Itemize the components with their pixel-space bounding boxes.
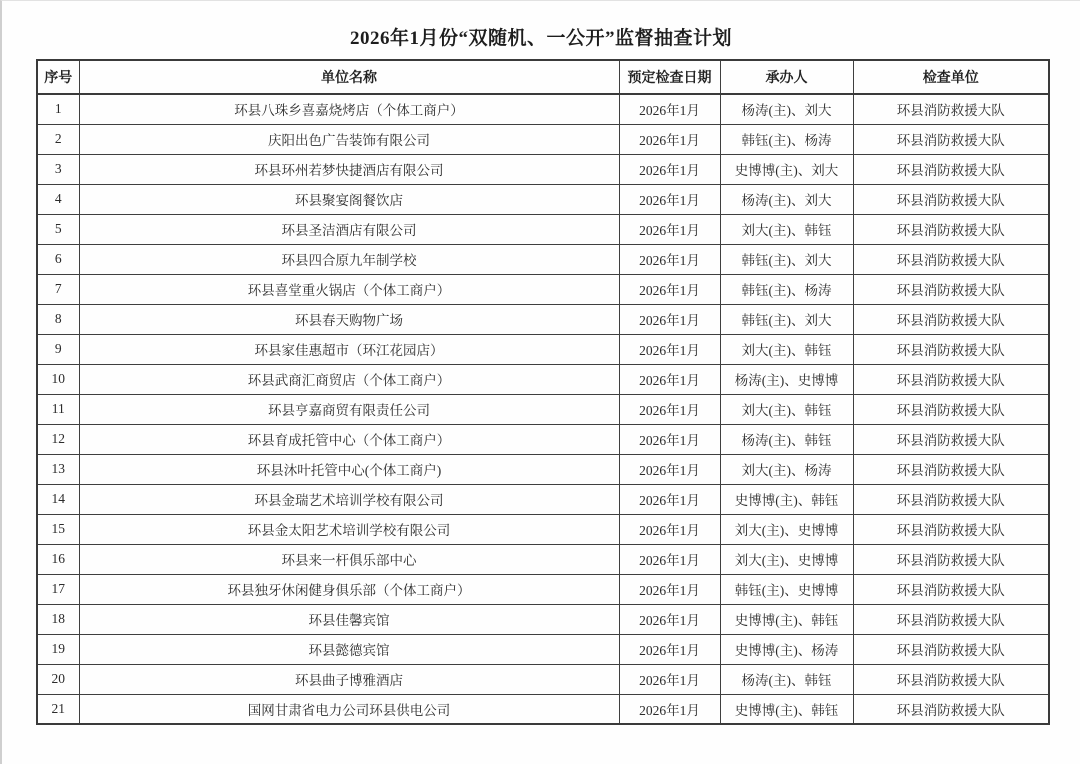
cell-scheduled_date: 2026年1月 <box>619 304 720 334</box>
inspection-plan-table <box>36 59 1050 725</box>
cell-unit_name: 环县圣洁酒店有限公司 <box>79 214 619 244</box>
cell-index: 7 <box>37 274 79 304</box>
cell-handlers: 韩钰(主)、史博博 <box>720 574 853 604</box>
cell-inspection_unit: 环县消防救援大队 <box>853 484 1049 514</box>
cell-inspection_unit: 环县消防救援大队 <box>853 544 1049 574</box>
cell-unit_name: 环县喜堂重火锅店（个体工商户） <box>79 274 619 304</box>
cell-scheduled_date: 2026年1月 <box>619 274 720 304</box>
cell-handlers: 杨涛(主)、韩钰 <box>720 424 853 454</box>
cell-unit_name: 环县亨嘉商贸有限责任公司 <box>79 394 619 424</box>
cell-unit_name: 环县家佳惠超市（环江花园店） <box>79 334 619 364</box>
table-header-row <box>37 60 1049 94</box>
cell-index: 18 <box>37 604 79 634</box>
cell-scheduled_date: 2026年1月 <box>619 394 720 424</box>
table-row <box>37 424 1049 454</box>
table-row <box>37 124 1049 154</box>
table-row <box>37 364 1049 394</box>
cell-index: 5 <box>37 214 79 244</box>
cell-index: 14 <box>37 484 79 514</box>
cell-unit_name: 环县佳馨宾馆 <box>79 604 619 634</box>
cell-handlers: 杨涛(主)、刘大 <box>720 184 853 214</box>
cell-inspection_unit: 环县消防救援大队 <box>853 364 1049 394</box>
table-row <box>37 94 1049 124</box>
cell-index: 10 <box>37 364 79 394</box>
table-row <box>37 544 1049 574</box>
column-header-index: 序号 <box>37 60 79 94</box>
cell-inspection_unit: 环县消防救援大队 <box>853 154 1049 184</box>
cell-scheduled_date: 2026年1月 <box>619 364 720 394</box>
cell-scheduled_date: 2026年1月 <box>619 604 720 634</box>
table-row <box>37 574 1049 604</box>
cell-handlers: 韩钰(主)、杨涛 <box>720 274 853 304</box>
cell-scheduled_date: 2026年1月 <box>619 154 720 184</box>
cell-inspection_unit: 环县消防救援大队 <box>853 574 1049 604</box>
cell-index: 15 <box>37 514 79 544</box>
cell-index: 1 <box>37 94 79 124</box>
table-row <box>37 454 1049 484</box>
cell-inspection_unit: 环县消防救援大队 <box>853 424 1049 454</box>
table-row <box>37 304 1049 334</box>
cell-inspection_unit: 环县消防救援大队 <box>853 274 1049 304</box>
cell-scheduled_date: 2026年1月 <box>619 634 720 664</box>
cell-index: 2 <box>37 124 79 154</box>
cell-scheduled_date: 2026年1月 <box>619 244 720 274</box>
cell-index: 16 <box>37 544 79 574</box>
column-header-scheduled_date: 预定检查日期 <box>619 60 720 94</box>
table-row <box>37 694 1049 724</box>
column-header-handlers: 承办人 <box>720 60 853 94</box>
cell-index: 8 <box>37 304 79 334</box>
cell-inspection_unit: 环县消防救援大队 <box>853 244 1049 274</box>
cell-scheduled_date: 2026年1月 <box>619 184 720 214</box>
cell-index: 20 <box>37 664 79 694</box>
cell-handlers: 杨涛(主)、刘大 <box>720 94 853 124</box>
cell-scheduled_date: 2026年1月 <box>619 334 720 364</box>
column-header-inspection_unit: 检查单位 <box>853 60 1049 94</box>
cell-scheduled_date: 2026年1月 <box>619 124 720 154</box>
cell-unit_name: 环县沐叶托管中心(个体工商户) <box>79 454 619 484</box>
table-row <box>37 334 1049 364</box>
cell-unit_name: 环县曲子博雅酒店 <box>79 664 619 694</box>
cell-handlers: 杨涛(主)、史博博 <box>720 364 853 394</box>
cell-handlers: 史博博(主)、韩钰 <box>720 484 853 514</box>
cell-index: 9 <box>37 334 79 364</box>
cell-index: 19 <box>37 634 79 664</box>
table-row <box>37 154 1049 184</box>
cell-handlers: 韩钰(主)、刘大 <box>720 304 853 334</box>
cell-scheduled_date: 2026年1月 <box>619 424 720 454</box>
cell-scheduled_date: 2026年1月 <box>619 574 720 604</box>
cell-unit_name: 环县育成托管中心（个体工商户） <box>79 424 619 454</box>
cell-inspection_unit: 环县消防救援大队 <box>853 664 1049 694</box>
table-row <box>37 604 1049 634</box>
cell-inspection_unit: 环县消防救援大队 <box>853 394 1049 424</box>
cell-handlers: 史博博(主)、刘大 <box>720 154 853 184</box>
cell-scheduled_date: 2026年1月 <box>619 94 720 124</box>
cell-index: 6 <box>37 244 79 274</box>
cell-inspection_unit: 环县消防救援大队 <box>853 214 1049 244</box>
cell-scheduled_date: 2026年1月 <box>619 544 720 574</box>
cell-scheduled_date: 2026年1月 <box>619 664 720 694</box>
cell-unit_name: 庆阳出色广告装饰有限公司 <box>79 124 619 154</box>
cell-scheduled_date: 2026年1月 <box>619 214 720 244</box>
cell-scheduled_date: 2026年1月 <box>619 454 720 484</box>
table-row <box>37 184 1049 214</box>
cell-unit_name: 环县来一杆俱乐部中心 <box>79 544 619 574</box>
cell-inspection_unit: 环县消防救援大队 <box>853 454 1049 484</box>
cell-index: 3 <box>37 154 79 184</box>
page-title: 2026年1月份“双随机、一公开”监督抽查计划 <box>349 28 732 49</box>
table-row <box>37 634 1049 664</box>
cell-unit_name: 环县环州若梦快捷酒店有限公司 <box>79 154 619 184</box>
cell-inspection_unit: 环县消防救援大队 <box>853 184 1049 214</box>
cell-unit_name: 环县四合原九年制学校 <box>79 244 619 274</box>
cell-scheduled_date: 2026年1月 <box>619 514 720 544</box>
cell-handlers: 史博博(主)、韩钰 <box>720 604 853 634</box>
cell-handlers: 史博博(主)、杨涛 <box>720 634 853 664</box>
cell-unit_name: 环县春天购物广场 <box>79 304 619 334</box>
cell-index: 13 <box>37 454 79 484</box>
cell-index: 21 <box>37 694 79 724</box>
cell-inspection_unit: 环县消防救援大队 <box>853 124 1049 154</box>
cell-unit_name: 环县金瑞艺术培训学校有限公司 <box>79 484 619 514</box>
cell-inspection_unit: 环县消防救援大队 <box>853 604 1049 634</box>
table-row <box>37 214 1049 244</box>
cell-handlers: 刘大(主)、韩钰 <box>720 394 853 424</box>
table-row <box>37 244 1049 274</box>
cell-index: 4 <box>37 184 79 214</box>
table-row <box>37 514 1049 544</box>
cell-handlers: 韩钰(主)、刘大 <box>720 244 853 274</box>
cell-unit_name: 环县八珠乡喜嘉烧烤店（个体工商户） <box>79 94 619 124</box>
cell-unit_name: 环县武商汇商贸店（个体工商户） <box>79 364 619 394</box>
cell-index: 17 <box>37 574 79 604</box>
table-body <box>37 94 1049 724</box>
cell-unit_name: 环县聚宴阁餐饮店 <box>79 184 619 214</box>
cell-inspection_unit: 环县消防救援大队 <box>853 514 1049 544</box>
cell-inspection_unit: 环县消防救援大队 <box>853 94 1049 124</box>
cell-handlers: 史博博(主)、韩钰 <box>720 694 853 724</box>
cell-handlers: 刘大(主)、史博博 <box>720 514 853 544</box>
table-row <box>37 394 1049 424</box>
table-row <box>37 484 1049 514</box>
cell-handlers: 刘大(主)、韩钰 <box>720 334 853 364</box>
table-row <box>37 274 1049 304</box>
cell-handlers: 刘大(主)、韩钰 <box>720 214 853 244</box>
cell-inspection_unit: 环县消防救援大队 <box>853 634 1049 664</box>
cell-unit_name: 环县独牙休闲健身俱乐部（个体工商户） <box>79 574 619 604</box>
column-header-unit_name: 单位名称 <box>79 60 619 94</box>
cell-handlers: 韩钰(主)、杨涛 <box>720 124 853 154</box>
cell-unit_name: 环县懿德宾馆 <box>79 634 619 664</box>
table-row <box>37 664 1049 694</box>
cell-handlers: 刘大(主)、史博博 <box>720 544 853 574</box>
cell-index: 12 <box>37 424 79 454</box>
cell-inspection_unit: 环县消防救援大队 <box>853 304 1049 334</box>
cell-unit_name: 环县金太阳艺术培训学校有限公司 <box>79 514 619 544</box>
cell-handlers: 杨涛(主)、韩钰 <box>720 664 853 694</box>
cell-inspection_unit: 环县消防救援大队 <box>853 694 1049 724</box>
cell-scheduled_date: 2026年1月 <box>619 694 720 724</box>
cell-unit_name: 国网甘肃省电力公司环县供电公司 <box>79 694 619 724</box>
cell-scheduled_date: 2026年1月 <box>619 484 720 514</box>
cell-index: 11 <box>37 394 79 424</box>
cell-inspection_unit: 环县消防救援大队 <box>853 334 1049 364</box>
cell-handlers: 刘大(主)、杨涛 <box>720 454 853 484</box>
